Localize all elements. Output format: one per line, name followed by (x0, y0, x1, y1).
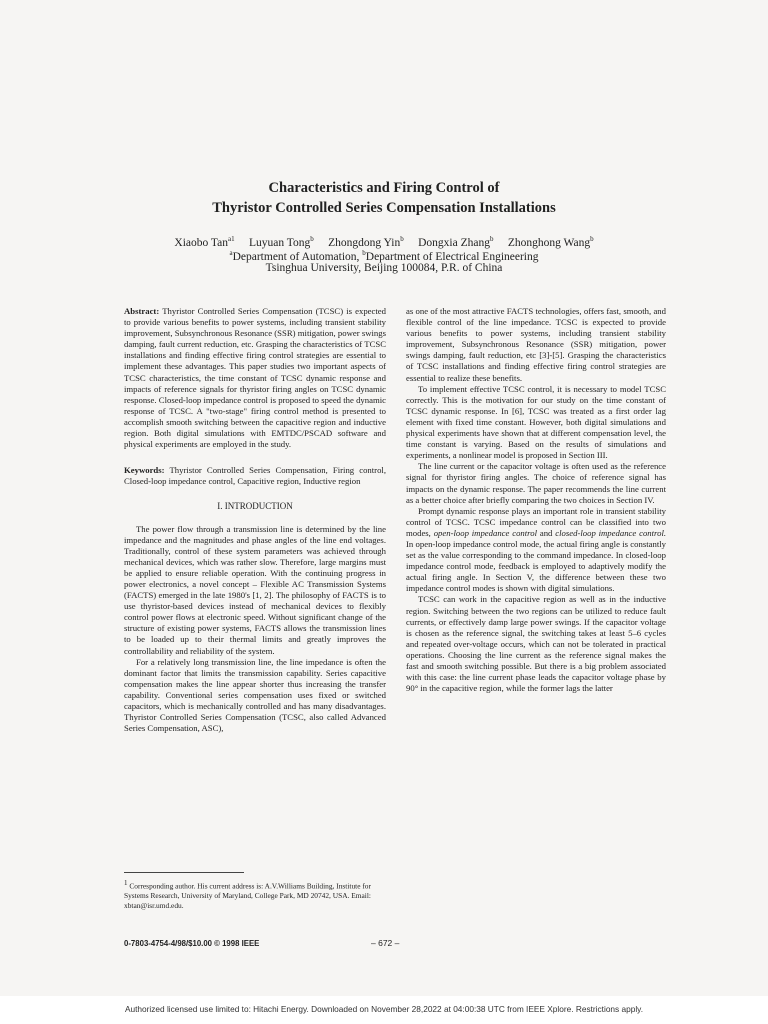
footnote-text: Corresponding author. His current address is: A.V.Williams Building, Institute for Systems Research, University of Maryland, College Park, MD 20742, USA. Email: xbtan@isr.umd.edu. (124, 881, 371, 911)
paper-title-line2: Thyristor Controlled Series Compensation Installations (212, 200, 556, 216)
author-sup: b (310, 235, 314, 243)
author-sup: b (400, 235, 404, 243)
abstract (124, 306, 386, 450)
emphasis-closed-loop: closed-loop impedance control. (555, 527, 667, 538)
author-sup: b (489, 235, 494, 243)
intro-paragraph-4: To implement effective TCSC control, it is necessary to model TCSC correctly. This is the motivation for our study on the time constant of TCSC dynamic response. In [6], TCSC was treated as a first order lag element with fixed time constant. However, both digital simulations and physical experiments have shown that at different compensation level, the time constant is varying. Based on the results of simulations and experiments, a nonlinear model is proposed in Section III. (406, 383, 666, 461)
paragraph-text: In open-loop impedance control mode, the actual firing angle is constantly set as the value corresponding to the command impedance. In closed-loop impedance control mode, feedback is employed to adaptively modify the actual firing angle. In Section V, the difference between these two impedance control modes is shown with digital simulations. (406, 538, 666, 594)
page-number: – 672 – (371, 938, 400, 948)
affiliation-automation: Department of Automation, (232, 250, 360, 263)
intro-paragraph-7: TCSC can work in the capacitive region as well as in the inductive region. Switching between the two regions can be utilized to reduce fault currents, or effectively damp large power swings. If the capacitor voltage is chosen as the reference signal, the switching takes at least 5–6 cycles and repeated over-voltage occurs, which can not be tolerated in practical operations. Choosing the line current as the reference signal makes the fast and smooth switching possible. But there is a big problem associated with this case: the line current phase leads the capacitor voltage phase by 90° in the capacitive region, while the former lags the latter (406, 594, 666, 694)
intro-paragraph-5: The line current or the capacitor voltage is often used as the reference signal for thyristor firing angles. The choice of reference signal has impacts on the dynamic response. The paper recommends the line current as a better choice after briefly comparing the two choices in Section IV. (406, 461, 666, 505)
intro-paragraph-3: as one of the most attractive FACTS technologies, offers fast, smooth, and flexible control of the line impedance. TCSC is expected to provide various benefits to power systems, including transient stability improvement, Subsynchronous Resonance (SSR) mitigation, power swings damping, fault reduction, etc [3]-[5]. Grasping the characteristics of TCSC installations and finding effective firing control strategies are essential to realize these benefits. (406, 306, 666, 383)
paragraph-text: Prompt dynamic response plays an important role in transient stability control of TCSC. TCSC impedance control can be classified into two modes, (406, 505, 666, 538)
footnote (124, 878, 386, 911)
affiliation-electrical: Department of Electrical Engineering (365, 250, 539, 263)
paper-title-line1: Characteristics and Firing Control of (268, 180, 500, 196)
footnote-marker: 1 (124, 879, 128, 887)
keywords-text: Thyristor Controlled Series Compensation, Firing control, Closed-loop impedance control, Capacitive region, Inductive region (124, 465, 387, 487)
copyright-line: 0-7803-4754-4/98/$10.00 © 1998 IEEE (124, 939, 260, 948)
section-heading-introduction: I. INTRODUCTION (217, 501, 293, 512)
keywords-label: Keywords: (124, 465, 165, 476)
affiliation-line1: $^a$Department of Automation, $^b$Department of Electrical Engineering (229, 249, 539, 263)
right-column (406, 306, 666, 694)
intro-paragraph-2: For a relatively long transmission line, the line impedance is often the dominant factor that limits the transmission capability. Series capacitive compensation makes the line appear shorter thus increasing the transfer capability. Conventional series compensation uses fixed or switched capacitors, which is mechanically controlled and has many disadvantages. Thyristor Controlled Series Compensation (TCSC, also called Advanced Series Compensation, ASC), (124, 656, 386, 734)
author-sup: a1 (228, 235, 235, 243)
keywords (124, 465, 386, 487)
license-notice: Authorized licensed use limited to: Hitachi Energy. Downloaded on November 28,2022 at 04:00:38 UTC from IEEE Xplore. Restrictions apply. (0, 1004, 768, 1014)
abstract-text: Thyristor Controlled Series Compensation (TCSC) is expected to provide various benefits to power systems, including transient stability improvement, Subsynchronous Resonance (SSR) mitigation, power swings damping, fault current reduction, etc. Grasping the characteristics of TCSC installations and finding effective firing control strategies are essential to implement these advantages. This paper studies two important aspects of TCSC characteristics, the time constant of TCSC dynamic response and impacts of reference signals for thyristor firing angles on TCSC dynamic response. Closed-loop impedance control is proposed to speed the dynamic response of TCSC. A "two-stage" firing control method is presented to accomplish smooth switching between the capacitive region and inductive region. Both digital simulations with EMTDC/PSCAD software and physical experiments are employed in the study. (124, 306, 387, 450)
paragraph-text: and (539, 527, 553, 538)
affiliation-line2: Tsinghua University, Beijing 100084, P.R. of China (265, 262, 503, 274)
intro-paragraph-6 (406, 506, 666, 595)
intro-paragraph-1: The power flow through a transmission line is determined by the line impedance and the magnitudes and phase angles of the line end voltages. Traditionally, control of these system parameters was achieved through mechanical devices, which was rather slow. Therefore, large margins must be applied to ensure reliable operation. With the continuing progress in power electronics, a novel concept – Flexible AC Transmission Systems (FACTS) emerged in the late 1980's [1, 2]. The philosophy of FACTS is to use thyristor-based devices instead of mechanical devices to flexibly control power flows at electronic speed. Without significant change of the structure of existing power systems, FACTS allows the transmission lines to be loaded up to their thermal limits and greatly improves the controllability and reliability of the system. (124, 523, 386, 656)
author-name: Luyuan Tong (249, 236, 311, 249)
author-sup: b (590, 235, 594, 243)
emphasis-open-loop: open-loop impedance control (433, 527, 538, 538)
author-name: Zhonghong Wang (507, 236, 591, 249)
left-column (124, 306, 386, 734)
author-name: Zhongdong Yin (328, 236, 401, 249)
abstract-label: Abstract: (124, 306, 160, 316)
footnote-rule (124, 872, 244, 873)
author-name: Dongxia Zhang (418, 236, 490, 249)
author-name: Xiaobo Tan (174, 236, 229, 249)
